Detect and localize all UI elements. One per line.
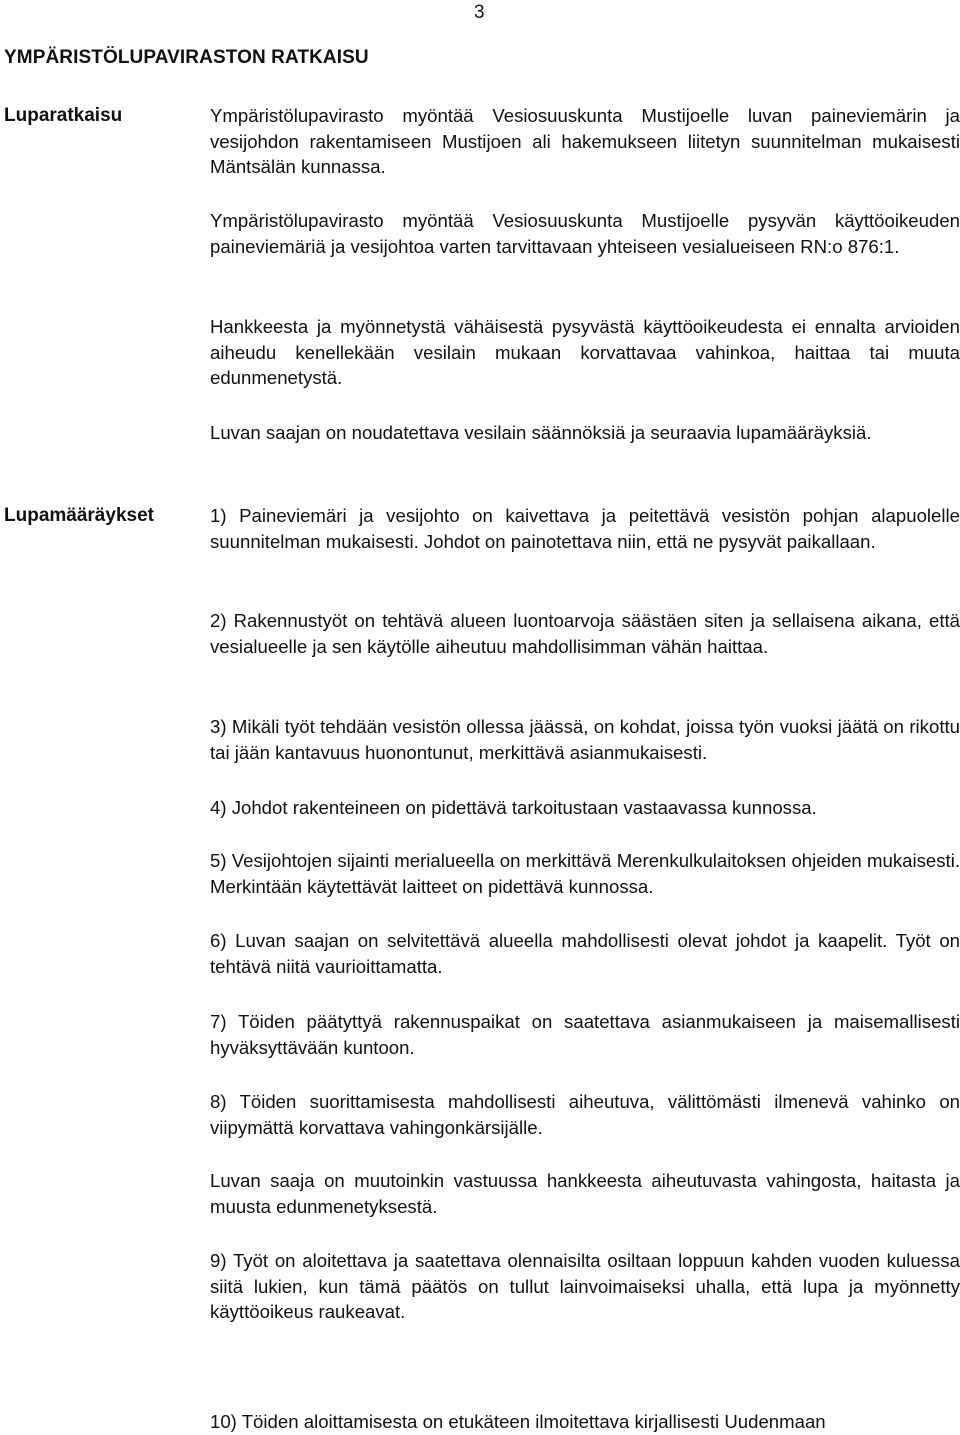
paragraph-decision-permit: Ympäristölupavirasto myöntää Vesiosuuskunta Mustijoelle luvan paineviemärin ja vesijohdon rakentamiseen Mustijoen ali hakemukseen liitetyn suunnitelman mukaisesti Mäntsälän kunnassa. bbox=[210, 105, 960, 177]
condition-item-8: 8) Töiden suorittamisesta mahdollisesti aiheutuva, välittömästi ilmenevä vahinko on viipymättä korvattava vahingonkärsijälle. bbox=[210, 1091, 960, 1138]
paragraph-decision-usage-right: Ympäristölupavirasto myöntää Vesiosuuskunta Mustijoelle pysyvän käyttöoikeuden paineviemäriä ja vesijohtoa varten tarvittavaan yhteiseen vesialueiseen RN:o 876:1. bbox=[210, 210, 960, 257]
section-label-luparatkaisu: Luparatkaisu bbox=[4, 105, 123, 126]
paragraph-decision-no-damage: Hankkeesta ja myönnetystä vähäisestä pysyvästä käyttöoikeudesta ei ennalta arvioiden aiheudu kenellekään vesilain mukaan korvattavaa vahinkoa, haittaa tai muuta edunmenetystä. bbox=[210, 316, 960, 388]
condition-item-1: 1) Paineviemäri ja vesijohto on kaivettava ja peitettävä vesistön pohjan alapuolelle suunnitelman mukaisesti. Johdot on painotettava niin, että ne pysyvät paikallaan. bbox=[210, 505, 960, 552]
condition-item-3: 3) Mikäli työt tehdään vesistön ollessa jäässä, on kohdat, joissa työn vuoksi jäätä on rikottu tai jään kantavuus huonontunut, merkittävä asianmukaisesti. bbox=[210, 716, 960, 763]
condition-item-7: 7) Töiden päätyttyä rakennuspaikat on saatettava asianmukaiseen ja maisemallisesti hyväksyttävään kuntoon. bbox=[210, 1011, 960, 1058]
paragraph-decision-comply: Luvan saajan on noudatettava vesilain säännöksiä ja seuraavia lupamääräyksiä. bbox=[210, 422, 872, 443]
paragraph-liability: Luvan saaja on muutoinkin vastuussa hankkeesta aiheutuvasta vahingosta, haitasta ja muusta edunmenetyksestä. bbox=[210, 1170, 960, 1217]
document-heading: YMPÄRISTÖLUPAVIRASTON RATKAISU bbox=[4, 47, 369, 68]
condition-item-2: 2) Rakennustyöt on tehtävä alueen luontoarvoja säästäen siten ja sellaisena aikana, että vesialueelle ja sen käytölle aiheutuu mahdollisimman vähän haittaa. bbox=[210, 610, 960, 657]
section-label-lupamaaraykset: Lupamääräykset bbox=[4, 505, 154, 526]
page-number: 3 bbox=[474, 2, 485, 23]
condition-item-9: 9) Työt on aloitettava ja saatettava olennaisilta osiltaan loppuun kahden vuoden kuluessa siitä lukien, kun tämä päätös on tullut lainvoimaiseksi uhalla, että lupa ja myönnetty käyttöoikeus raukeavat. bbox=[210, 1250, 960, 1322]
condition-item-5: 5) Vesijohtojen sijainti merialueella on merkittävä Merenkulkulaitoksen ohjeiden mukaisesti. Merkintään käytettävät laitteet on pidettävä kunnossa. bbox=[210, 850, 960, 897]
condition-item-10: 10) Töiden aloittamisesta on etukäteen ilmoitettava kirjallisesti Uudenmaan bbox=[210, 1411, 826, 1432]
condition-item-4: 4) Johdot rakenteineen on pidettävä tarkoitustaan vastaavassa kunnossa. bbox=[210, 797, 817, 818]
condition-item-6: 6) Luvan saajan on selvitettävä alueella mahdollisesti olevat johdot ja kaapelit. Työt on tehtävä niitä vaurioittamatta. bbox=[210, 930, 960, 977]
